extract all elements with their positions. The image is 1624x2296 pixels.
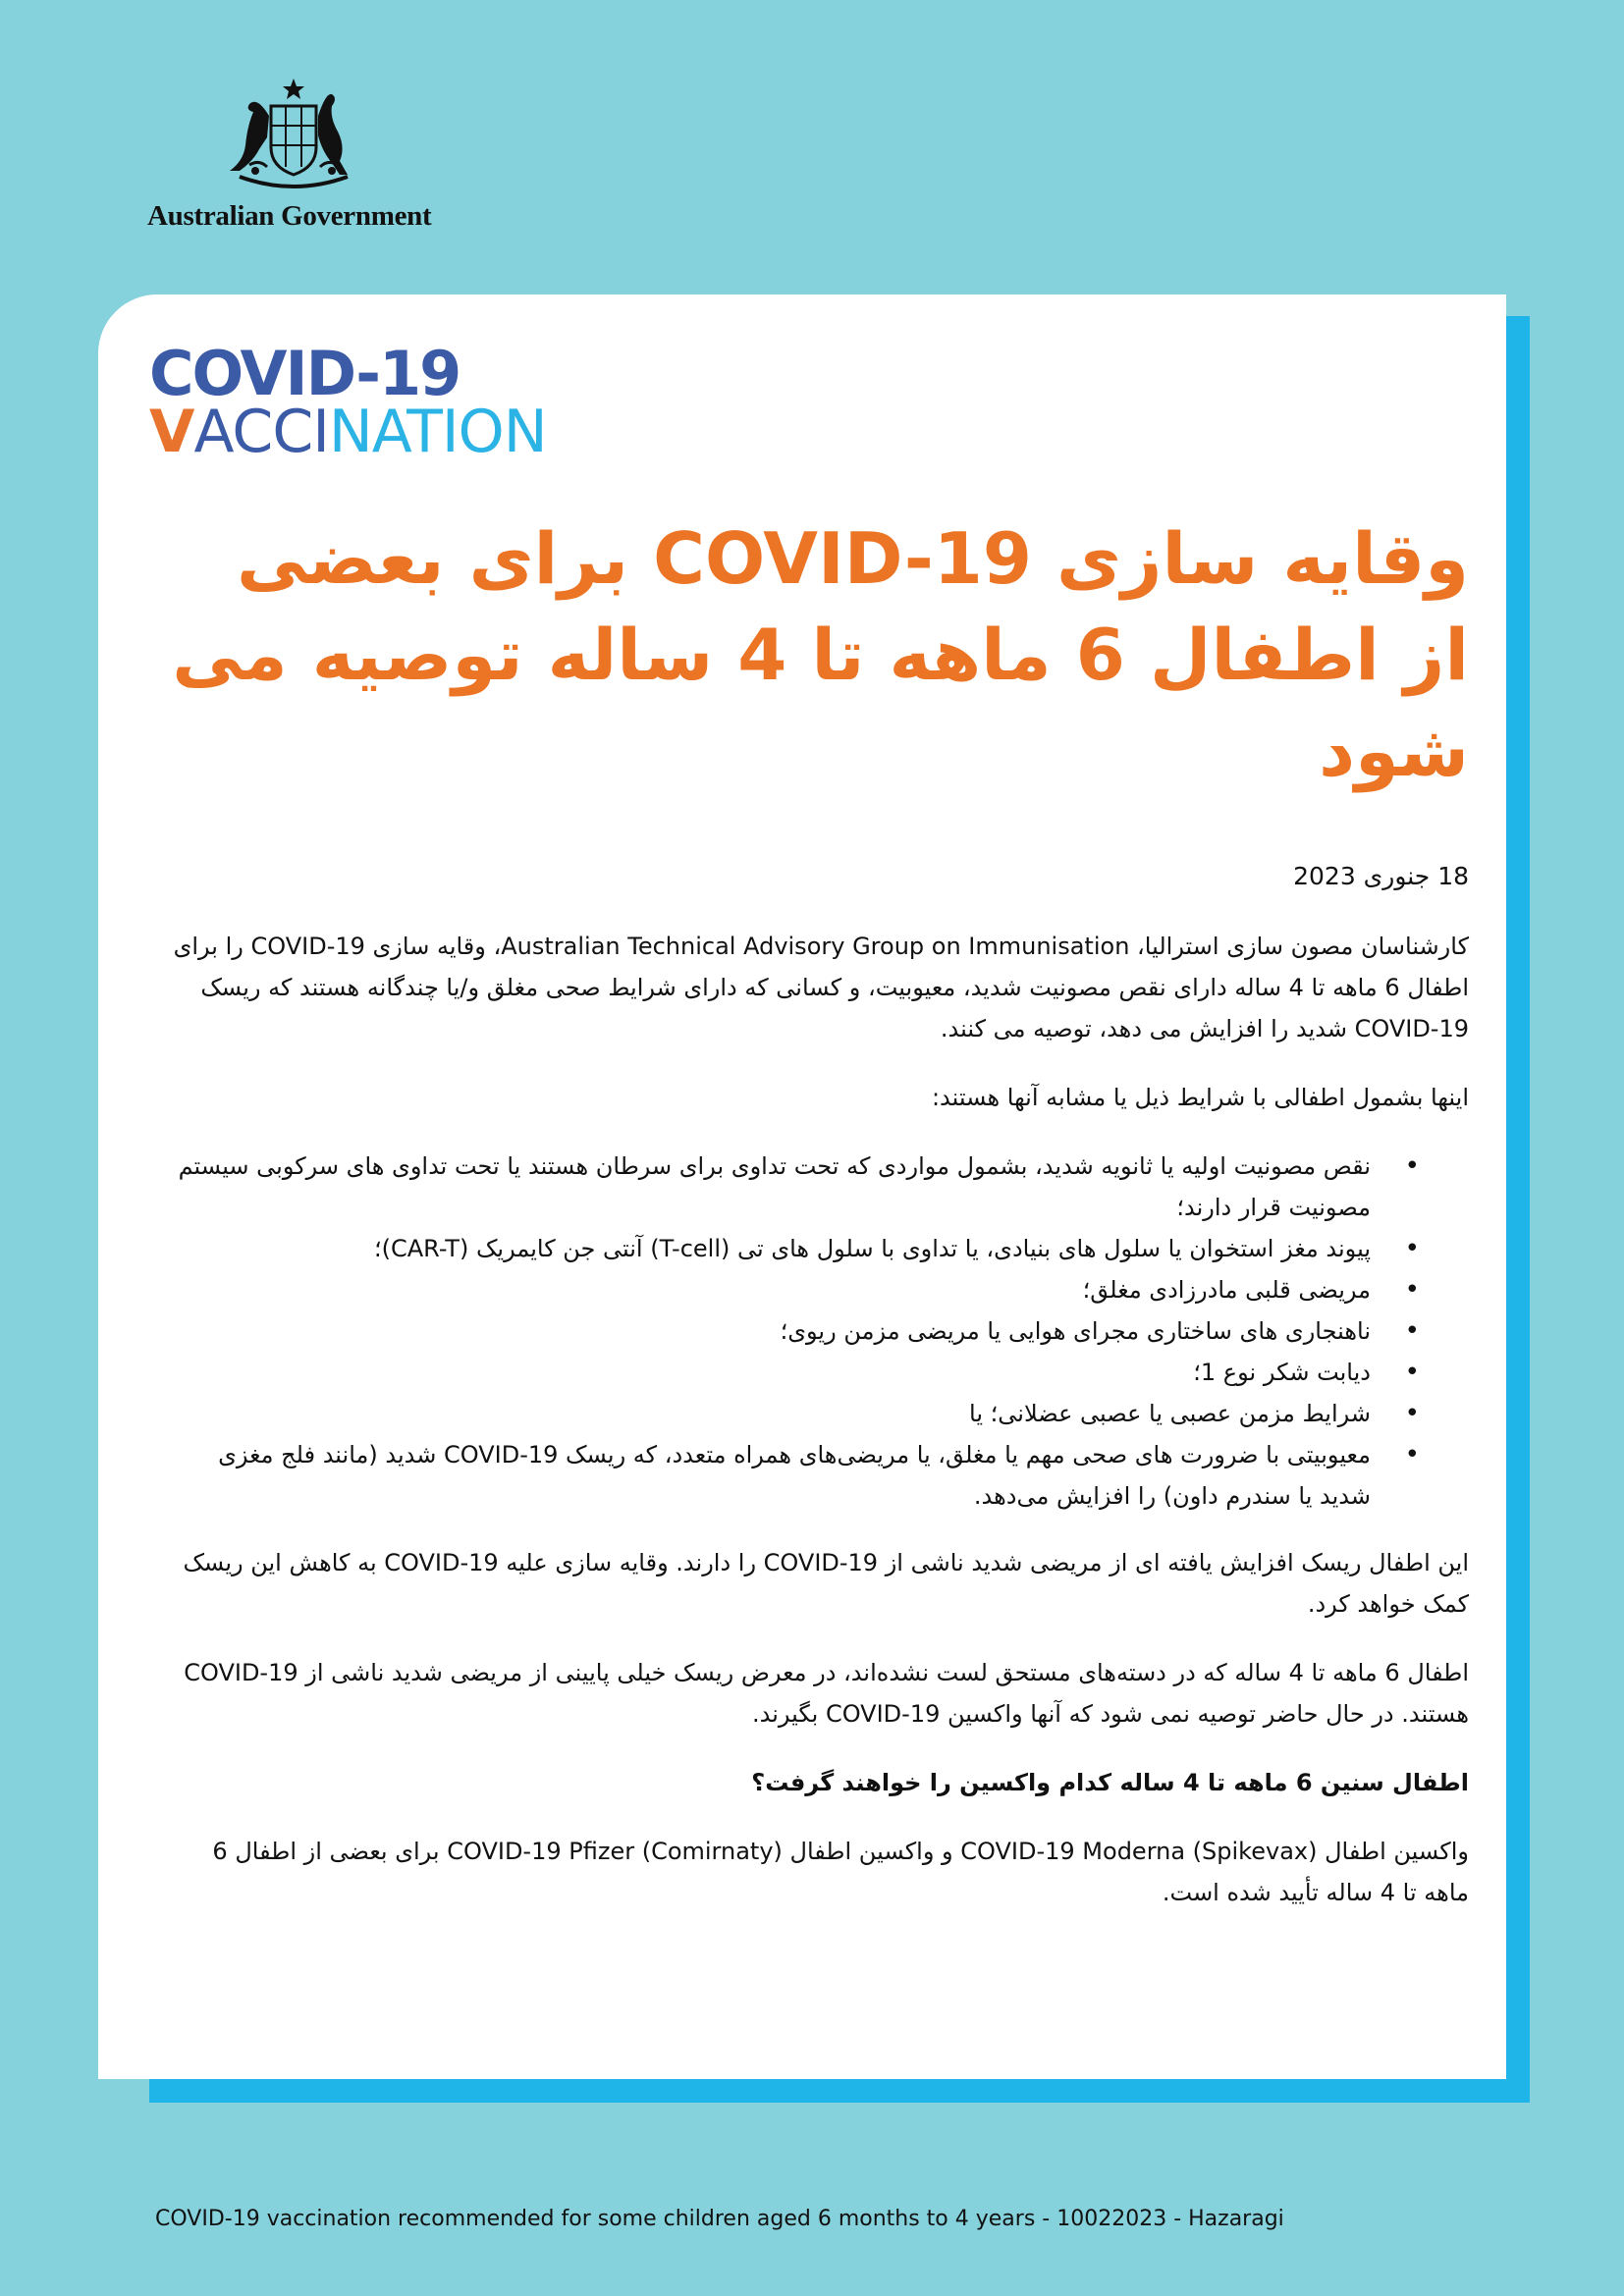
coat-of-arms-icon bbox=[210, 77, 377, 194]
government-name: Australian Government bbox=[147, 200, 432, 232]
government-logo bbox=[147, 77, 461, 233]
vaccine-question-heading: اطفال سنین 6 ماهه تا 4 ساله کدام واکسین را خواهند گرفت؟ bbox=[751, 1769, 1469, 1796]
risk-paragraph: این اطفال ریسک افزایش یافته ای از مریضی شدید ناشی از COVID-19 را دارند. وقایه سازی علیه COVID-19 به کاهش این ریسک کمک خواهد کرد. bbox=[183, 1549, 1469, 1618]
document-body bbox=[165, 510, 1469, 1941]
list-item: • ناهنجاری های ساختاری مجرای هوایی یا مریضی مزمن ریوی؛ bbox=[165, 1310, 1469, 1352]
intro-paragraph: کارشناسان مصون سازی استرالیا، Australian Technical Advisory Group on Immunisation، وقایه سازی COVID-19 را برای اطفال 6 ماهه تا 4 ساله دارای نقص مصونیت شدید، معیوبیت، و کسانی که دارای شرایط صحی مغلق و/یا چندگانه هستند که ریسک COVID-19 شدید را افزایش می دهد، توصیه می کنند. bbox=[173, 933, 1469, 1042]
publish-date: 18 جنوری 2023 bbox=[1293, 862, 1469, 890]
page-title: وقایه سازی COVID-19 برای بعضی از اطفال 6 ماهه تا 4 ساله توصیه می شود bbox=[172, 517, 1469, 792]
list-item: • پیوند مغز استخوان یا سلول های بنیادی، یا تداوی با سلول های تی (T-cell) آنتی جن کایمریک (CAR-T)؛ bbox=[165, 1228, 1469, 1269]
list-item: • نقص مصونیت اولیه یا ثانویه شدید، بشمول مواردی که تحت تداوی برای سرطان هستند یا تحت تداوی های سرکوبی سیستم مصونیت قرار دارند؛ bbox=[165, 1146, 1469, 1228]
list-item: • شرایط مزمن عصبی یا عصبی عضلانی؛ یا bbox=[165, 1393, 1469, 1434]
conditions-list bbox=[165, 1146, 1469, 1517]
logo-checkmark-v: V bbox=[149, 398, 194, 466]
footer-text: COVID-19 vaccination recommended for some children aged 6 months to 4 years - 10022023 - Hazaragi bbox=[155, 2207, 1284, 2231]
logo-acci: ACCI bbox=[193, 398, 329, 466]
list-item: • مریضی قلبی مادرزادی مغلق؛ bbox=[165, 1269, 1469, 1310]
list-item: • معیوبیتی با ضرورت های صحی مهم یا مغلق، یا مریضی‌های همراه متعدد، که ریسک COVID-19 شدید (مانند فلج مغزی شدید یا سندرم داون) را افزایش می‌دهد. bbox=[165, 1434, 1469, 1517]
logo-nation: NATION bbox=[328, 398, 547, 466]
not-recommended-paragraph: اطفال 6 ماهه تا 4 ساله که در دسته‌های مستحق لست نشده‌اند، در معرض ریسک خیلی پایینی از مریضی شدید ناشی از COVID-19 هستند. در حال حاضر توصیه نمی شود که آنها واکسین COVID-19 بگیرند. bbox=[184, 1659, 1469, 1728]
logo-line-vaccination bbox=[149, 398, 547, 466]
content-card bbox=[98, 294, 1506, 2079]
logo-line-covid: COVID-19 bbox=[149, 338, 460, 409]
list-item: • دیابت شکر نوع 1؛ bbox=[165, 1352, 1469, 1393]
covid-vaccination-logo bbox=[149, 338, 601, 471]
list-intro-paragraph: اینها بشمول اطفالی با شرایط ذیل یا مشابه آنها هستند: bbox=[931, 1084, 1469, 1111]
vaccine-answer-paragraph: واکسین اطفال COVID-19 Moderna (Spikevax) و واکسین اطفال COVID-19 Pfizer (Comirnaty) برای بعضی از اطفال 6 ماهه تا 4 ساله تأیید شده است. bbox=[212, 1838, 1469, 1906]
